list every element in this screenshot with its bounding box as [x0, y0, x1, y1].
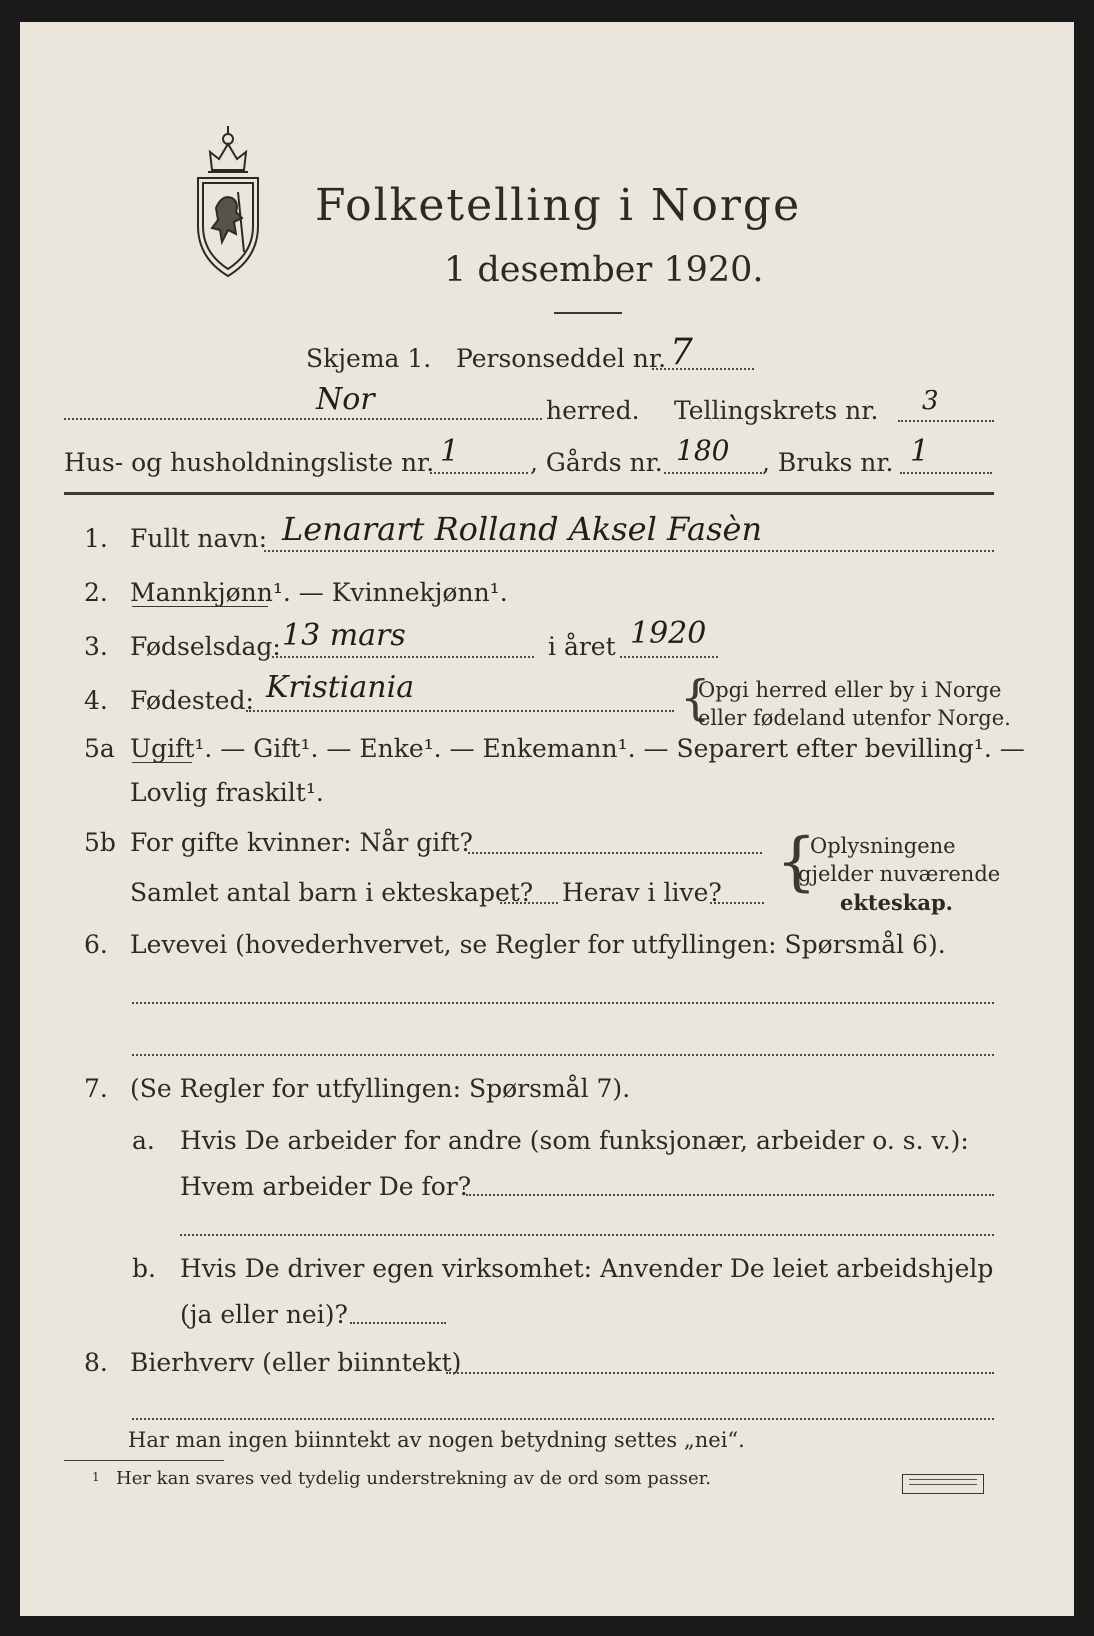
- footnote-mark: 1: [92, 1470, 100, 1484]
- q3-date-line: [272, 656, 534, 658]
- printer-stamp-icon: [902, 1474, 984, 1494]
- q3-year-value: 1920: [630, 616, 707, 651]
- q5b-alive-line: [710, 902, 764, 904]
- q8-number: 8.: [84, 1348, 108, 1377]
- q1-value: Lenarart Rolland Aksel Fasèn: [282, 510, 763, 548]
- q4-label: Fødested:: [130, 686, 254, 715]
- hus-label: Hus- og husholdningsliste nr.: [64, 448, 435, 477]
- q5b-note-line3: ekteskap.: [840, 890, 953, 915]
- q7a-letter: a.: [132, 1126, 155, 1155]
- header-rule: [64, 492, 994, 495]
- herred-label: herred.: [546, 396, 640, 425]
- census-form-sheet: [20, 22, 1074, 1616]
- q7a-answer-line2: [180, 1234, 994, 1236]
- q8-answer-line1: [446, 1372, 994, 1374]
- herred-value: Nor: [316, 382, 375, 417]
- bruks-line: [900, 472, 992, 474]
- skjema-label: Skjema 1.: [306, 344, 432, 373]
- footnote-text: Her kan svares ved tydelig understrekning av de ord som passer.: [116, 1468, 711, 1489]
- personseddel-value: 7: [670, 332, 693, 373]
- q5b-note-brace: {: [776, 825, 817, 899]
- personseddel-label: Personseddel nr.: [456, 344, 667, 373]
- q5a-line1: Ugift¹. — Gift¹. — Enke¹. — Enkemann¹. — Separert efter bevilling¹. —: [130, 734, 1025, 763]
- q4-note-line2: eller fødeland utenfor Norge.: [698, 706, 1011, 730]
- q4-note-brace: {: [680, 670, 711, 726]
- form-title: Folketelling i Norge: [315, 180, 802, 231]
- q1-line: [264, 550, 994, 552]
- q6-answer-line1: [132, 1002, 994, 1004]
- q4-number: 4.: [84, 686, 108, 715]
- biinntekt-note: Har man ingen biinntekt av nogen betydning settes „nei“.: [128, 1428, 745, 1452]
- q3-year-label: i året: [548, 632, 616, 661]
- q2-mannkjonn-underline: [132, 606, 268, 607]
- q7-label: (Se Regler for utfyllingen: Spørsmål 7).: [130, 1074, 631, 1103]
- q5b-alive-label: Herav i live?: [562, 878, 722, 907]
- q2-label: Mannkjønn¹. — Kvinnekjønn¹.: [130, 578, 508, 607]
- q3-number: 3.: [84, 632, 108, 661]
- q6-label: Levevei (hovederhvervet, se Regler for utfyllingen: Spørsmål 6).: [130, 930, 946, 959]
- gards-label: , Gårds nr.: [530, 448, 663, 477]
- q8-label: Bierhverv (eller biinntekt): [130, 1348, 462, 1377]
- q7b-line1: Hvis De driver egen virksomhet: Anvender De leiet arbeidshjelp: [180, 1254, 994, 1283]
- q5a-ugift-underline: [132, 762, 192, 763]
- q5b-married-line: [468, 852, 762, 854]
- q1-number: 1.: [84, 524, 108, 553]
- coat-of-arms-icon: [192, 126, 264, 280]
- q3-label: Fødselsdag:: [130, 632, 281, 661]
- hus-value: 1: [440, 434, 460, 469]
- q4-value: Kristiania: [266, 670, 415, 705]
- bruks-value: 1: [910, 434, 930, 469]
- hus-line: [430, 472, 528, 474]
- q7a-answer-line1: [466, 1194, 994, 1196]
- census-date: 1 desember 1920.: [444, 250, 764, 290]
- q5a-number: 5a: [84, 734, 115, 763]
- q7b-line2: (ja eller nei)?: [180, 1300, 348, 1329]
- q8-answer-line2: [132, 1418, 994, 1420]
- q1-label: Fullt navn:: [130, 524, 268, 553]
- q5b-line1: For gifte kvinner: Når gift?: [130, 828, 473, 857]
- q3-year-line: [620, 656, 718, 658]
- gards-value: 180: [676, 434, 730, 467]
- q7b-letter: b.: [132, 1254, 156, 1283]
- q7b-answer-line: [350, 1322, 446, 1324]
- q4-line: [246, 710, 674, 712]
- bruks-label: , Bruks nr.: [762, 448, 894, 477]
- q6-answer-line2: [132, 1054, 994, 1056]
- q7a-line2: Hvem arbeider De for?: [180, 1172, 472, 1201]
- q5b-children-label: Samlet antal barn i ekteskapet?: [130, 878, 534, 907]
- q2-number: 2.: [84, 578, 108, 607]
- q7a-line1: Hvis De arbeider for andre (som funksjonær, arbeider o. s. v.):: [180, 1126, 969, 1155]
- q6-number: 6.: [84, 930, 108, 959]
- gards-line: [664, 472, 762, 474]
- tellingskrets-line: [898, 420, 994, 422]
- q5a-line2: Lovlig fraskilt¹.: [130, 778, 324, 807]
- q5b-children-line: [500, 902, 558, 904]
- herred-line: [64, 418, 542, 420]
- q5b-note-line1: Oplysningene: [810, 834, 956, 858]
- title-divider: [554, 312, 622, 314]
- q4-note-line1: Opgi herred eller by i Norge: [698, 678, 1002, 702]
- footnote-rule: [64, 1460, 224, 1461]
- q5b-number: 5b: [84, 828, 116, 857]
- tellingskrets-label: Tellingskrets nr.: [674, 396, 879, 425]
- q5b-note-line2: gjelder nuværende: [798, 862, 1001, 886]
- tellingskrets-value: 3: [922, 386, 939, 416]
- q7-number: 7.: [84, 1074, 108, 1103]
- q3-date-value: 13 mars: [282, 618, 406, 653]
- personseddel-line: [652, 368, 754, 370]
